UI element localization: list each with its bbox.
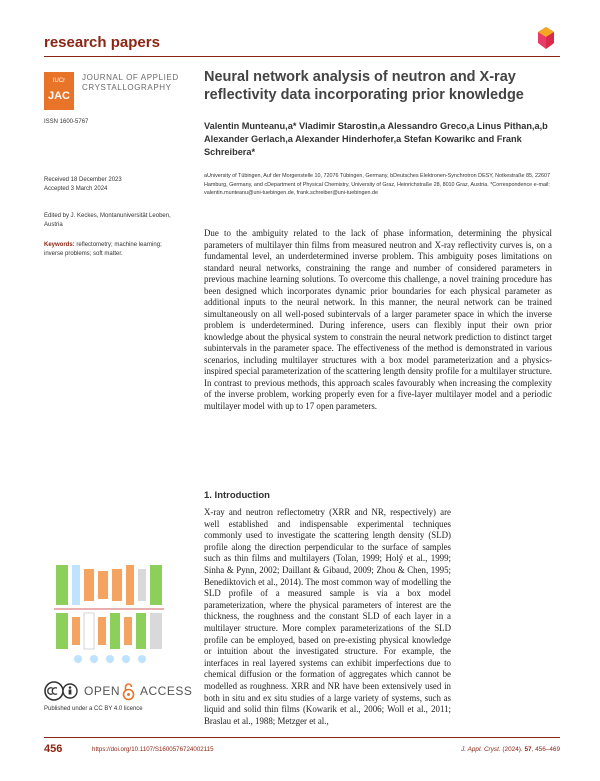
journal-logo-text: IUCr bbox=[52, 78, 66, 84]
open-access-access: ACCESS bbox=[140, 684, 193, 698]
journal-logo-letters: JAC bbox=[47, 90, 71, 102]
keywords-label: Keywords: bbox=[44, 242, 75, 248]
issn: ISSN 1600-5767 bbox=[44, 119, 89, 125]
citation-journal: J. Appl. Cryst. bbox=[461, 746, 501, 753]
citation-volume: 57 bbox=[524, 746, 532, 753]
doi-link[interactable]: https://doi.org/10.1107/S1600576724002115 bbox=[92, 746, 214, 753]
article-dates bbox=[44, 176, 122, 195]
creative-commons-icon bbox=[44, 681, 78, 701]
section-label: research papers bbox=[44, 34, 160, 51]
open-access-lock-icon bbox=[122, 681, 135, 701]
introduction-text: X-ray and neutron reflectometry (XRR and NR, respectively) are well established and indispensable experimental techniques commonly used to investigate the scattering length density (SLD) profile along the direction perpendicular to the surface of samples such as thin films and multilayers (Tolan, 1999; Holý et al., 1999; Sinha & Pynn, 2002; Daillant & Gibaud, 2009; Zhou & Chen, 1995; Benediktovich et al., 2014). The most common way of modelling the SLD profile of a measured sample is via a box model parameterization, where the physical parameters of interest are the thickness, the roughness and the constant SLD of each layer in a multilayer structure. More complex parameterizations of the SLD profile can be employed, based on pre-existing physical knowledge or intuition about the investigated structure. For example, the interfaces in real layered systems can exhibit imperfections due to chemical diffusion or the formation of aggregates which cannot be modelled as roughness. XRR and NR have been extensively used in both in situ and ex situ studies of a large variety of systems, such as liquid and solid thin films (Kowarik et al., 2006; Woll et al., 2011; Braslau et al., 1988; Metzger et al., bbox=[204, 507, 451, 726]
author-list: Valentin Munteanu,a* Vladimir Starostin,a Alessandro Greco,a Linus Pithan,a,b Alexander Gerlach,a Alexander Hinderhofer,a Stefan Kowarikc and Frank Schreibera* bbox=[204, 121, 548, 157]
article-title: Neural network analysis of neutron and X-ray reflectivity data incorporating prior knowledge bbox=[204, 69, 524, 103]
citation-year: (2024). bbox=[502, 746, 523, 753]
accepted-date: Accepted 3 March 2024 bbox=[44, 186, 108, 193]
bottom-rule bbox=[44, 737, 560, 738]
keywords-list: reflectometry; machine learning; inverse problems; soft matter. bbox=[44, 242, 162, 258]
open-access-open: OPEN bbox=[84, 684, 121, 698]
license-note: Published under a CC BY 4.0 licence bbox=[44, 706, 143, 712]
top-rule bbox=[44, 56, 560, 57]
abstract: Due to the ambiguity related to the lack of phase information, determining the physical parameters of multilayer thin films from measured neutron and X-ray reflectivity curves is, on a fundamental level, an underdetermined inverse problem. This ambiguity poses limitations on standard neural networks, constraining the range and number of considered parameters in previous machine learning solutions. To overcome this challenge, a novel training procedure has been designed which incorporates dynamic prior boundaries for each physical parameter as additional inputs to the neural network. In this manner, the neural network can be trained simultaneously on all well-posed subintervals of a larger parameter space in which the inverse problem is underdetermined. During inference, users can flexibly input their own prior knowledge about the physical system to constrain the neural network prediction to distinct target subintervals in the parameter space. The effectiveness of the method is demonstrated in various scenarios, including multilayer structures with a box model parameterization and a physics-inspired special parameterization of the scattering length density profile for a multilayer structure. In contrast to previous methods, this approach scales favourably when increasing the complexity of the inverse problem, working properly even for a five-layer multilayer model and a periodic multilayer model with up to 17 open parameters. bbox=[204, 228, 552, 411]
editor-note: Edited by J. Keckes, Montanuniversität Leoben, Austria bbox=[44, 213, 171, 229]
keywords bbox=[44, 241, 176, 260]
iucr-crystal-icon bbox=[536, 26, 556, 50]
jac-journal-logo bbox=[44, 72, 74, 110]
open-access-row bbox=[44, 681, 204, 703]
graphical-abstract-figure bbox=[50, 555, 168, 673]
affiliations: aUniversity of Tübingen, Auf der Morgenstelle 10, 72076 Tübingen, Germany, bDeutsches Elektronen-Synchrotron DESY, Notkestraße 85, 22607 Hamburg, Germany, and cDepartment of Physical Chemistry, University of Graz, Heinrichstraße 28, 8010 Graz, Austria. *Correspondence e-mail: valentin.munteanu@uni-tuebingen.de, frank.schreiber@uni-tuebingen.de bbox=[204, 173, 550, 197]
page-number: 456 bbox=[44, 743, 63, 755]
section-heading-introduction: 1. Introduction bbox=[204, 490, 270, 501]
received-date: Received 18 December 2023 bbox=[44, 177, 122, 183]
journal-name: JOURNAL OF APPLIED CRYSTALLOGRAPHY bbox=[82, 73, 179, 92]
citation-pages: , 456–469 bbox=[531, 746, 560, 753]
journal-citation bbox=[461, 746, 560, 753]
